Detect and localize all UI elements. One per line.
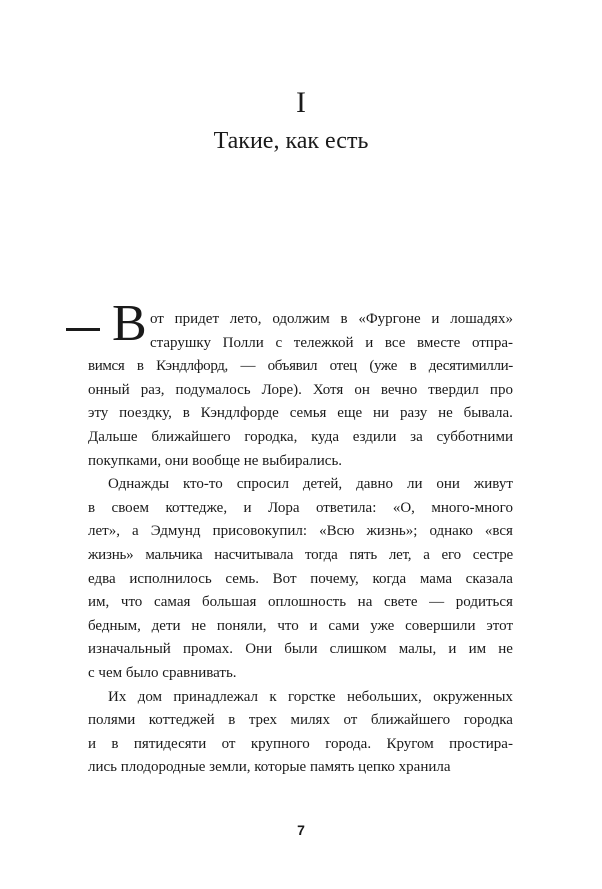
paragraph-line: в своем коттедже, и Лора ответила: «О, много-много (88, 499, 513, 516)
paragraph-line: полями коттеджей в трех милях от ближайшего городка (88, 712, 513, 729)
paragraph-line: Дальше ближайшего городка, куда ездили за субботними (88, 428, 513, 445)
paragraph-line: и в пятидесяти от крупного города. Кругом простира- (88, 735, 513, 752)
paragraph-line: им, что самая большая оплошность на свете — родиться (88, 594, 513, 611)
page-number: 7 (297, 822, 305, 838)
paragraph-line: лет», а Эдмунд присовокупил: «Всю жизнь»; однако «вся (88, 523, 513, 540)
drop-cap-letter: В (112, 295, 147, 352)
paragraph-line: бедным, дети не поняли, что и сами уже совершили этот (88, 617, 513, 634)
paragraph-line: Их дом принадлежал к горстке небольших, окруженных (108, 688, 513, 705)
paragraph-line: вимся в Кэндлфорд, — объявил отец (уже в десятимилли- (88, 358, 513, 375)
paragraph-line: лись плодородные земли, которые память цепко хранила (88, 759, 451, 776)
paragraph-line: покупками, они вообще не выбирались. (88, 452, 343, 469)
paragraph-line: от придет лето, одолжим в «Фургоне и лошадях» (150, 311, 513, 327)
paragraph-1 (88, 295, 513, 473)
paragraph-line: жизнь» мальчика насчитывала тогда пять лет, а его сестре (88, 546, 513, 563)
paragraph-line: онный раз, подумалось Лоре). Хотя он вечно твердил про (88, 381, 513, 398)
paragraph-line: старушку Полли с тележкой и все вместе отпра- (150, 334, 513, 351)
paragraph-line: едва исполнилось семь. Вот почему, когда мама сказала (88, 570, 513, 587)
em-dash-mark (66, 328, 100, 331)
chapter-number: I (296, 86, 306, 119)
paragraph-2 (88, 473, 513, 685)
paragraph-3 (88, 686, 513, 780)
body-text (88, 295, 513, 780)
paragraph-line: с чем было сравнивать. (88, 664, 237, 681)
paragraph-line: изначальный промах. Они были слишком малы, и им не (88, 641, 513, 658)
paragraph-line: эту поездку, в Кэндлфорде семья еще ни разу не бывала. (88, 405, 513, 422)
chapter-title: Такие, как есть (213, 128, 369, 154)
paragraph-line: Однажды кто-то спросил детей, давно ли они живут (108, 476, 513, 493)
